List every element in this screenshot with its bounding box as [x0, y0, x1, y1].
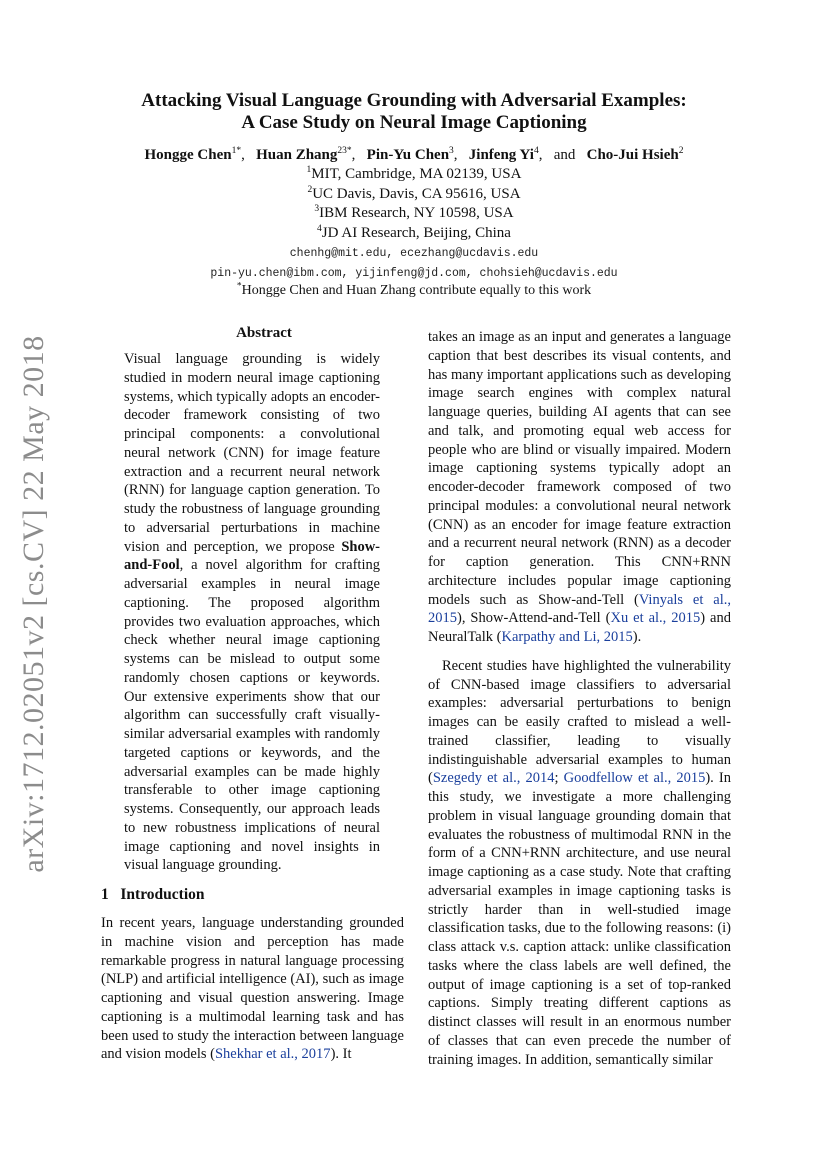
affiliation: [60, 224, 768, 244]
affiliation-sup: 4: [317, 223, 322, 234]
affiliations: [60, 165, 768, 243]
author-name: Cho-Jui Hsieh: [586, 147, 679, 163]
paragraph-text: ). It: [330, 1046, 352, 1063]
author-sup: 3: [449, 146, 454, 156]
email-line-1: chenhg@mit.edu, ecezhang@ucdavis.edu: [289, 247, 539, 260]
affiliation-sup: 1: [306, 165, 312, 175]
paper-title: [60, 90, 768, 134]
paragraph-text: In recent years, language understanding grounded in machine vision and perception has made remarkable progress in natural language processing (NLP) and artificial intelligence (AI), such as image captioning and visual question answering. Image captioning is a multimodal learning task and has been used to study the interaction between language and vision models (: [101, 915, 404, 1063]
author-sup: 4: [533, 146, 539, 156]
title-line-2: A Case Study on Neural Image Captioning: [241, 112, 587, 133]
right-column: [428, 328, 731, 1069]
affiliation-text: IBM Research, NY 10598, USA: [319, 205, 514, 222]
affiliation-sup: 3: [314, 204, 320, 215]
affiliation: [60, 204, 768, 224]
author-name: Hongge Chen: [144, 147, 232, 163]
abstract-heading: Abstract: [236, 325, 292, 341]
section-number: 1: [101, 886, 109, 903]
author-name: Jinfeng Yi: [468, 147, 534, 163]
author-name: Pin-Yu Chen: [366, 147, 450, 163]
section-heading-introduction: [101, 886, 205, 904]
section-title: Introduction: [120, 886, 205, 903]
paragraph-text: ).: [632, 629, 642, 645]
citation-link[interactable]: Xu et al., 2015: [610, 610, 701, 627]
affiliation: [60, 165, 768, 185]
affiliation: [60, 185, 768, 205]
affiliation-text: MIT, Cambridge, MA 02139, USA: [311, 166, 522, 182]
introduction-left-column: [101, 914, 404, 1064]
paragraph-text: Recent studies have highlighted the vulnerability of CNN-based image classifiers to adversarial examples: adversarial perturbations to benign images can be easily crafted to mislead a well-trained classifier, leading to visually indistinguishable adversarial examples to human (: [428, 657, 731, 787]
contribution-text: Hongge Chen and Huan Zhang contribute equally to this work: [241, 283, 592, 298]
citation-link[interactable]: Karpathy and Li, 2015: [501, 629, 633, 645]
intro-paragraph-1-cont: [428, 328, 731, 647]
author-sup: 2: [678, 146, 684, 156]
author-sup: 23*: [337, 146, 352, 156]
author-emails: [60, 244, 768, 283]
author-name: Huan Zhang: [256, 147, 338, 163]
email-line-2: pin-yu.chen@ibm.com, yijinfeng@jd.com, chohsieh@ucdavis.edu: [210, 266, 618, 280]
abstract-text: , a novel algorithm for crafting adversarial examples in neural image captioning. The proposed algorithm provides two evaluation approaches, which check whether neural image captioning systems can be mislead to output some randomly chosen captions or keywords. Our extensive experiments show that our algorithm can successfully craft visually-similar adversarial examples with randomly targeted captions or keywords, and the adversarial examples can be made highly transferable to other image captioning systems. Consequently, our approach leads to new robustness implications of neural image captioning and novel insights in visual language grounding.: [124, 557, 380, 874]
abstract-body: [124, 350, 380, 875]
paragraph-text: ) and NeuralTalk (: [428, 610, 731, 645]
paragraph-text: ;: [554, 770, 564, 787]
citation-link[interactable]: Vinyals et al., 2015: [428, 591, 731, 627]
intro-paragraph-2: [428, 657, 731, 1070]
authors-and: and: [553, 147, 576, 163]
citation-link[interactable]: Szegedy et al., 2014: [432, 770, 555, 787]
abstract-text: Visual language grounding is widely studied in modern neural image captioning systems, which typically adopts an encoder-decoder framework consisting of two principal components: a convolutional neural network (CNN) for image feature extraction and a recurrent neural network (RNN) for language caption generation. To study the robustness of language grounding to adversarial perturbations in machine vision and perception, we propose: [124, 351, 380, 555]
equal-contribution-note: [60, 282, 768, 300]
affiliation-text: JD AI Research, Beijing, China: [321, 224, 511, 241]
paragraph-text: takes an image as an input and generates a language caption that best describes its visual contents, and has many important applications such as developing image search engines with complex natural language queries, building AI agents that can see and talk, and promoting equal web access for people who are blind or visually impaired. Modern image captioning systems typically adopt an encoder-decoder framework composed of two principal modules: a convolutional neural network (CNN) as an encoder for image feature extraction and a recurrent neural network (RNN) as a decoder for caption generation. This CNN+RNN architecture includes popular image captioning models such as Show-and-Tell (: [428, 329, 731, 608]
paragraph-text: ), Show-Attend-and-Tell (: [457, 610, 611, 627]
title-line-1: Attacking Visual Language Grounding with Adversarial Examples:: [141, 90, 687, 111]
paragraph-text: ). In this study, we investigate a more challenging problem in visual language grounding domain that evaluates the robustness of multimodal RNN in the form of a CNN+RNN architecture, and use neural image captioning as a case study. Note that crafting adversarial examples in image captioning tasks is strictly harder than in well-studied image classification tasks, due to the following reasons: (i) class attack v.s. caption attack: unlike classification tasks where the class labels are well defined, the output of image captioning is a set of top-ranked captions. Simply treating different captions as distinct classes will result in an enormous number of classes that can even precede the number of training images. In addition, semantically similar: [428, 770, 731, 1068]
author-list: Hongge Chen$^{1*}$, Huan Zhang$^{23*}$, Pin-Yu Chen$^3$, Jinfeng Yi$^4$, and Cho-Jui Hsieh$^2$: [144, 146, 684, 163]
method-name: Show-and-Fool: [124, 538, 380, 574]
affiliation-sup: 2: [307, 184, 313, 195]
intro-paragraph-1: [101, 914, 404, 1064]
abstract-paragraph: [124, 350, 380, 875]
citation-link[interactable]: Goodfellow et al., 2015: [563, 770, 706, 787]
citation-link[interactable]: Shekhar et al., 2017: [214, 1046, 331, 1063]
arxiv-identifier: arXiv:1712.02051v2 [cs.CV] 22 May 2018: [17, 335, 50, 873]
contribution-sup: *: [236, 281, 242, 292]
author-sup: 1*: [231, 146, 242, 156]
affiliation-text: UC Davis, Davis, CA 95616, USA: [312, 185, 521, 202]
